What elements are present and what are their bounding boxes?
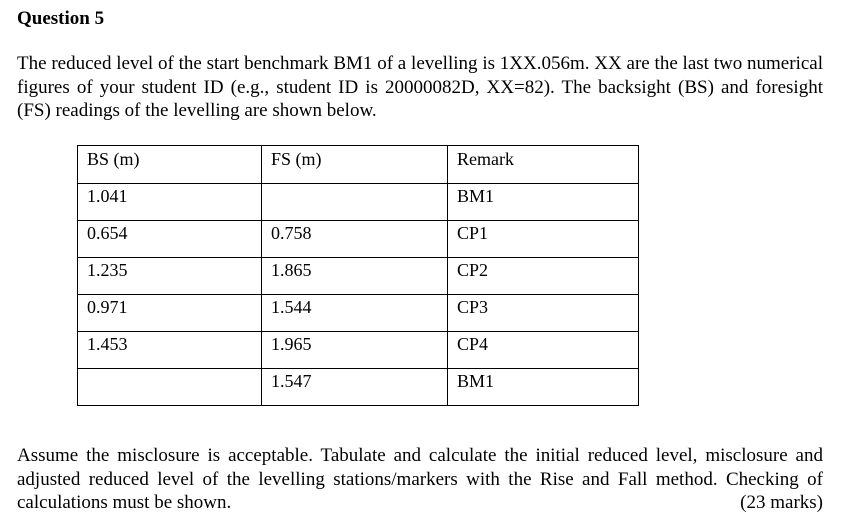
bs-cell: 1.453 <box>78 332 262 369</box>
marks-label: (23 marks) <box>740 492 823 513</box>
remark-cell: BM1 <box>448 369 639 406</box>
table-row <box>78 332 639 369</box>
question-heading: Question 5 <box>17 8 105 29</box>
fs-cell: 0.758 <box>262 221 448 258</box>
question-intro-paragraph: The reduced level of the start benchmark BM1 of a levelling is 1XX.056m. XX are the last two numerical figures of your student ID (e.g., student ID is 20000082D, XX=82). The backsight (BS) and foresight (FS) readings of the levelling are shown below. <box>17 53 823 121</box>
header-fs: FS (m) <box>262 146 448 184</box>
bs-cell <box>78 369 262 406</box>
table-header-row <box>78 146 639 184</box>
table-row <box>78 369 639 406</box>
table-row <box>78 258 639 295</box>
header-bs: BS (m) <box>78 146 262 184</box>
header-remark: Remark <box>448 146 639 184</box>
table-row <box>78 184 639 221</box>
bs-cell: 1.041 <box>78 184 262 221</box>
table-row <box>78 221 639 258</box>
remark-cell: BM1 <box>448 184 639 221</box>
fs-cell: 1.865 <box>262 258 448 295</box>
bs-cell: 1.235 <box>78 258 262 295</box>
bs-cell: 0.971 <box>78 295 262 332</box>
remark-cell: CP3 <box>448 295 639 332</box>
fs-cell: 1.547 <box>262 369 448 406</box>
fs-cell: 1.965 <box>262 332 448 369</box>
fs-cell <box>262 184 448 221</box>
remark-cell: CP2 <box>448 258 639 295</box>
fs-cell: 1.544 <box>262 295 448 332</box>
remark-cell: CP4 <box>448 332 639 369</box>
question-task-paragraph: Assume the misclosure is acceptable. Tabulate and calculate the initial reduced level, misclosure and adjusted reduced level of the levelling stations/markers with the Rise and Fall method. Checking of calculations must be shown. <box>17 445 823 513</box>
table-row <box>78 295 639 332</box>
remark-cell: CP1 <box>448 221 639 258</box>
levelling-readings-table <box>77 145 639 406</box>
bs-cell: 0.654 <box>78 221 262 258</box>
